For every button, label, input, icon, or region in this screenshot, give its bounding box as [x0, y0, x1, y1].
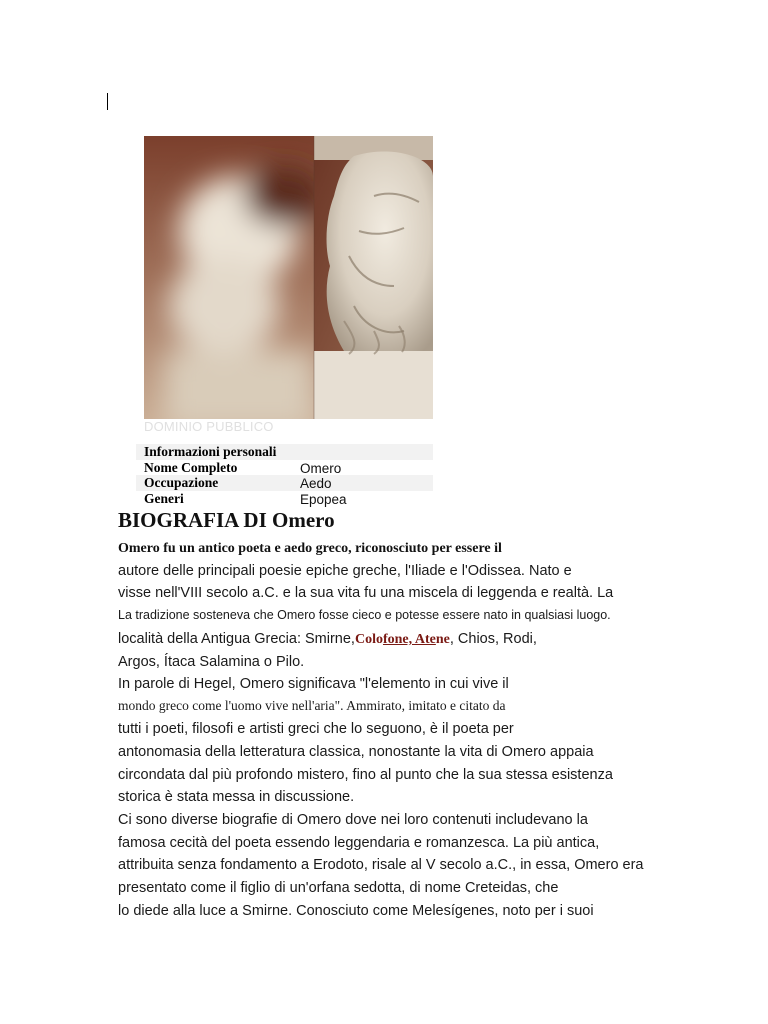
places-link[interactable] [355, 632, 450, 647]
body-line: storica è stata messa in discussione. [118, 789, 355, 805]
body-line: visse nell'VIII secolo a.C. e la sua vita fu una miscela di leggenda e realtà. La [118, 585, 614, 601]
body-line: La tradizione sosteneva che Omero fosse cieco e potesse essere nato in qualsiasi luogo. [118, 608, 611, 622]
body-text: , Chios, Rodi, [449, 631, 537, 647]
info-row [136, 475, 433, 491]
body-line: antonomasia della letteratura classica, nonostante la vita di Omero appaia [118, 744, 594, 760]
article-lead: Omero fu un antico poeta e aedo greco, riconosciuto per essere il [118, 541, 502, 556]
link-text: fone, Ate [382, 632, 436, 647]
body-line: In parole di Hegel, Omero significava "l'elemento in cui vive il [118, 676, 509, 692]
body-line [118, 630, 537, 649]
link-text: ne [435, 632, 450, 647]
body-line: presentato come il figlio di un'orfana sedotta, di nome Creteidas, che [118, 880, 559, 896]
body-line: famosa cecità del poeta essendo leggendaria e romanzesca. La più antica, [118, 835, 600, 851]
photo-caption: DOMINIO PUBBLICO [144, 419, 274, 434]
body-line: Argos, Ítaca Salamina o Pilo. [118, 654, 305, 670]
info-header-row [136, 444, 433, 460]
info-value: Omero [300, 460, 342, 476]
info-header: Informazioni personali [144, 444, 277, 459]
body-line: lo diede alla luce a Smirne. Conosciuto come Melesígenes, noto per i suoi [118, 903, 594, 919]
info-row [136, 491, 433, 507]
body-line: mondo greco come l'uomo vive nell'aria". Ammirato, imitato e citato da [118, 698, 506, 713]
link-text: Colo [354, 632, 383, 647]
text-cursor [107, 93, 108, 110]
info-value: Aedo [300, 476, 332, 491]
body-line: tutti i poeti, filosofi e artisti greci che lo seguono, è il poeta per [118, 721, 514, 737]
body-line: Ci sono diverse biografie di Omero dove nei loro contenuti includevano la [118, 812, 588, 828]
body-line: autore delle principali poesie epiche greche, l'Iliade e l'Odissea. Nato e [118, 563, 572, 579]
info-label: Generi [144, 490, 184, 506]
body-text: località della Antigua Grecia: Smirne, [118, 631, 355, 647]
article-title: BIOGRAFIA DI Omero [118, 508, 335, 532]
homer-bust-photo [144, 136, 433, 419]
info-label: Nome Completo [144, 459, 238, 475]
info-row [136, 460, 433, 476]
info-table [136, 444, 433, 506]
body-line: circondata dal più profondo mistero, fino al punto che la sua stessa esistenza [118, 767, 613, 783]
body-line: attribuita senza fondamento a Erodoto, risale al V secolo a.C., in essa, Omero era [118, 857, 644, 873]
info-label: Occupazione [144, 475, 219, 490]
info-value: Epopea [300, 491, 347, 507]
